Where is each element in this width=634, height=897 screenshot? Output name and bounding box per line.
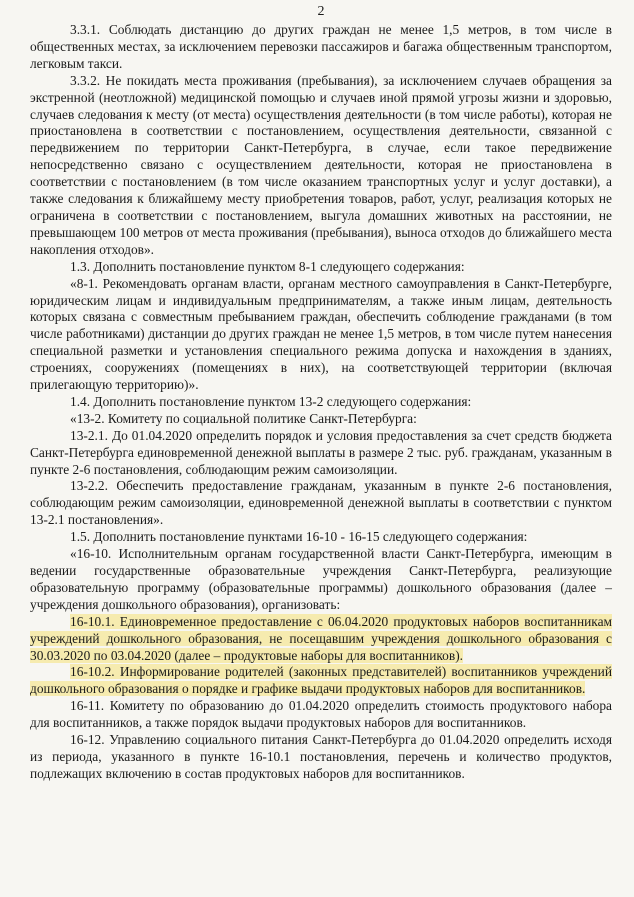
paragraph-16-11: 16-11. Комитету по образованию до 01.04.2020 определить стоимость продуктового набора для воспитанников, а также порядок выдачи продуктовых наборов для воспитанников. [30, 698, 612, 731]
paragraph-16-10: «16-10. Исполнительным органам государственной власти Санкт-Петербурга, имеющим в ведении государственные образовательные учреждения Санкт-Петербурга, реализующие образовательную программу (образовательные программы) дошкольного образования (далее – учреждения дошкольного образования), организовать: [30, 546, 612, 612]
paragraph-1-5: 1.5. Дополнить постановление пунктами 16-10 - 16-15 следующего содержания: [70, 529, 528, 545]
paragraph-13-2-1: 13-2.1. До 01.04.2020 определить порядок и условия предоставления за счет средств бюджета Санкт-Петербурга единовременной денежной выплаты в размере 2 тыс. руб. гражданам, указанным в пункте 2-6 постановления, соблюдающим режим самоизоляции. [30, 427, 612, 477]
paragraph-8-1: «8-1. Рекомендовать органам власти, органам местного самоуправления в Санкт-Петербурге, юридическим лицам и индивидуальным предпринимателям, а также иным лицам, деятельность которых связана с совместным пребыванием граждан, обеспечить соблюдение гражданами (в том числе работниками) дистанции до других граждан не менее 1,5 метров, в том числе путем нанесения специальной разметки и установления специального режима допуска и нахождения в зданиях, строениях, сооружениях (помещениях в них), на соответствующей территории (включая прилегающую территорию)». [30, 275, 612, 393]
paragraph-16-10-2 [30, 664, 612, 698]
highlight-16-10-2: 16-10.2. Информирование родителей (законных представителей) воспитанников учреждений дошкольного образования о порядке и графике выдачи продуктовых наборов для воспитанников. [30, 664, 612, 697]
paragraph-16-12: 16-12. Управлению социального питания Санкт-Петербурга до 01.04.2020 определить исходя из периода, указанного в пункте 16-10.1 постановления, перечень и количество продуктов, подлежащих включению в состав продуктовых наборов для воспитанников. [30, 732, 612, 781]
highlight-16-10-1: 16-10.1. Единовременное предоставление с 06.04.2020 продуктовых наборов воспитанникам учреждений дошкольного образования, не посещавшим учреждения дошкольного образования с 30.03.2020 по 03.04.2020 (далее – продуктовые наборы для воспитанников). [30, 613, 612, 663]
paragraph-13-2-2: 13-2.2. Обеспечить предоставление гражданам, указанным в пункте 2-6 постановления, соблюдающим режим самоизоляции, единовременной денежной выплаты в соответствии с пунктом 13-2.1 постановления». [30, 478, 612, 528]
document-body [30, 22, 612, 783]
paragraph-1-4: 1.4. Дополнить постановление пунктом 13-2 следующего содержания: [70, 393, 472, 409]
paragraph-16-10-1 [30, 614, 612, 665]
paragraph-3-3-1: 3.3.1. Соблюдать дистанцию до других граждан не менее 1,5 метров, в том числе в общественных местах, за исключением перевозки пассажиров и багажа общественным транспортом, легковым такси. [30, 22, 612, 71]
page-number: 2 [317, 4, 325, 19]
paragraph-1-3: 1.3. Дополнить постановление пунктом 8-1 следующего содержания: [70, 258, 465, 274]
paragraph-13-2: «13-2. Комитету по социальной политике Санкт-Петербурга: [70, 410, 417, 426]
paragraph-3-3-2: 3.3.2. Не покидать места проживания (пребывания), за исключением случаев обращения за экстренной (неотложной) медицинской помощью и случаев иной прямой угрозы жизни и здоровью, случаев следования к месту (от места) осуществления деятельности (в том числе работы), которая не приостановлена в соответствии с постановлением, осуществления деятельности, связанной с передвижением по территории Санкт-Петербурга, в случае, если такое передвижение непосредственно связано с осуществлением деятельности, которая не приостановлена в соответствии с постановлением (в том числе оказанием транспортных услуг и услуг доставки), а также следования к ближайшему месту приобретения товаров, работ, услуг, реализация которых не ограничена в соответствии с постановлением, выгула домашних животных на расстоянии, не превышающем 100 метров от места проживания (пребывания), выноса отходов до ближайшего места накопления отходов». [30, 72, 612, 257]
